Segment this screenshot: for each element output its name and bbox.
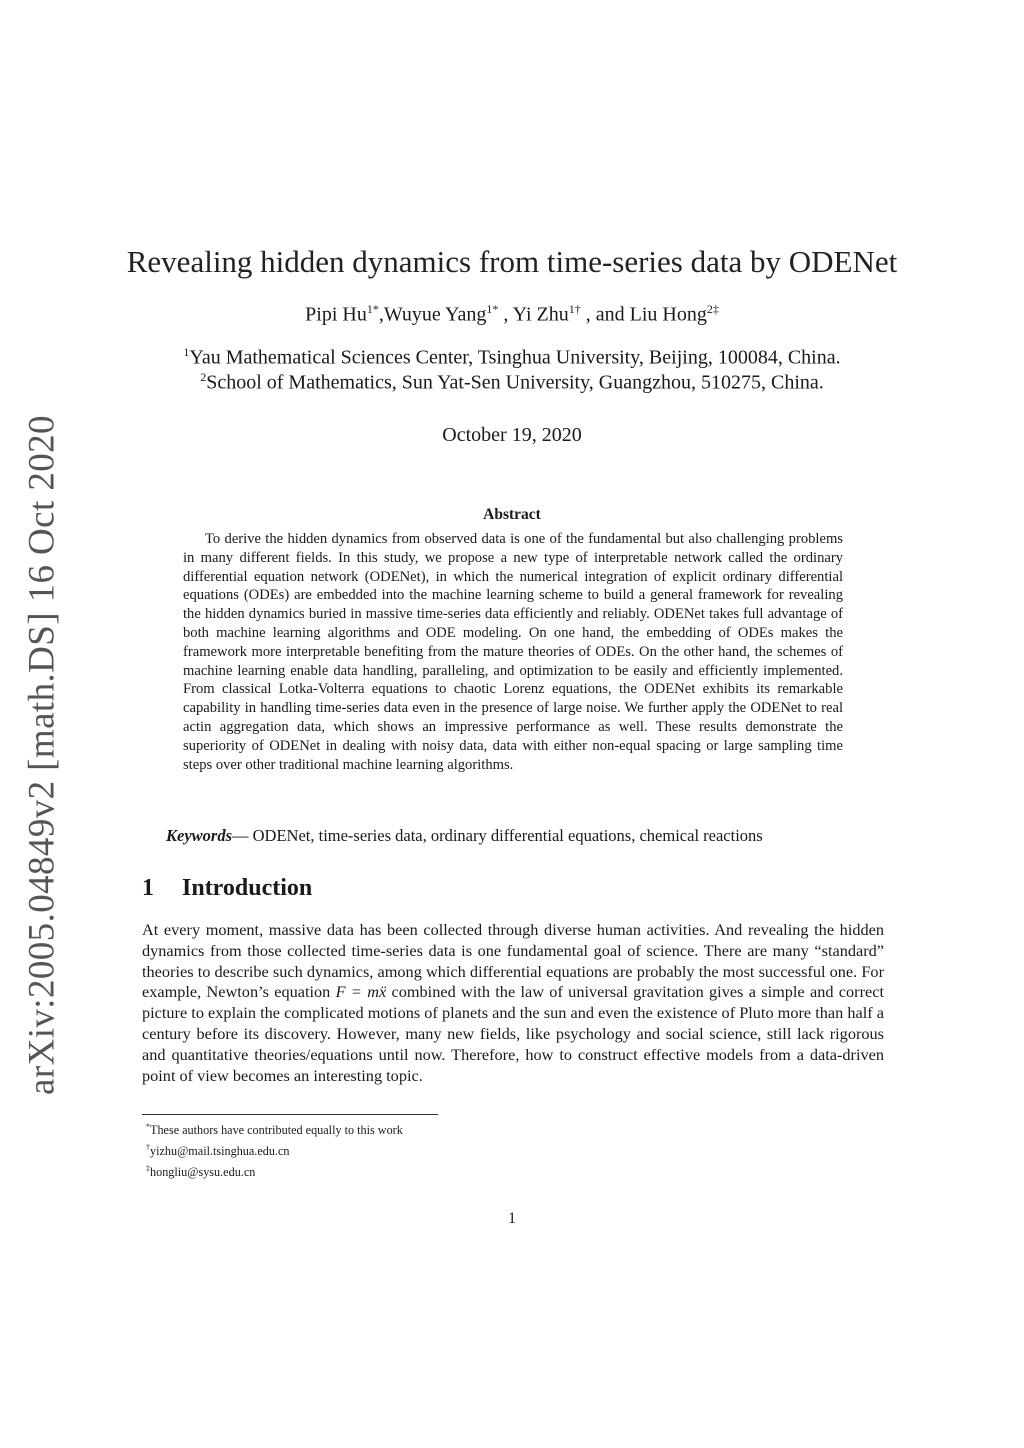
author-mark: 1*	[486, 302, 499, 316]
abstract-body: To derive the hidden dynamics from observed data is one of the fundamental but also challenging problems in many different fields. In this study, we propose a new type of interpretable network called the ordinary differential equation network (ODENet), in which the numerical integration of explicit ordinary differential equations (ODEs) are embedded into the machine learning scheme to build a general framework for revealing the hidden dynamics buried in massive time-series data efficiently and reliably. ODENet takes full advantage of both machine learning algorithms and ODE modeling. On one hand, the embedding of ODEs makes the framework more interpretable benefiting from the mature theories of ODEs. On the other hand, the schemes of machine learning enable data handling, paralleling, and optimization to be easily and efficiently implemented. From classical Lotka-Volterra equations to chaotic Lorenz equations, the ODENet exhibits its remarkable capability in handling time-series data even in the presence of large noise. We further apply the ODENet to real actin aggregation data, which shows an impressive performance as well. These results demonstrate the superiority of ODENet in dealing with noisy data, data with either non-equal spacing or large sampling time steps over other traditional machine learning algorithms.	[183, 531, 843, 773]
footnote-divider	[142, 1114, 438, 1115]
arxiv-stamp-region	[12, 415, 72, 1095]
footnote-mark: ‡	[146, 1164, 150, 1174]
abstract-heading: Abstract	[483, 506, 541, 523]
footnote	[142, 1118, 842, 1139]
intro-text-part2: combined with the law of universal gravitation gives a simple and correct picture to explain the complicated motions of planets and the sun and even the existence of Pluto more than half a century before its discovery. However, many new fields, like psychology and social science, still lack rigorous and quantitative theories/equations until now. Therefore, how to construct effective models from a data-driven point of view becomes an interesting topic.	[142, 982, 884, 1085]
keywords-text: ODENet, time-series data, ordinary differential equations, chemical reactions	[248, 826, 763, 845]
keywords-line	[166, 826, 866, 846]
footnote-text: These authors have contributed equally to this work	[150, 1123, 403, 1138]
affiliation-mark: 2	[200, 370, 207, 384]
intro-text-part1: At every moment, massive data has been collected through diverse human activities. And revealing the hidden dynamics from those collected time-series data is one fundamental goal of science. There are many “standard” theories to describe such dynamics, among which differential equations are probably the most successful one. For example, Newton’s equation	[142, 920, 884, 1002]
footnote	[142, 1139, 842, 1160]
page-number: 1	[508, 1210, 516, 1227]
section-title: Introduction	[182, 875, 313, 901]
footnote-mark: *	[146, 1122, 150, 1131]
author-mark: 1†	[568, 302, 581, 316]
author-name: Wuyue Yang	[383, 303, 487, 326]
author-name: Yi Zhu	[512, 303, 569, 326]
arxiv-side-stamp: arXiv:2005.04849v2 [math.DS] 16 Oct 2020	[21, 415, 63, 1095]
paper-title: Revealing hidden dynamics from time-series data by ODENet	[126, 244, 898, 279]
author-name: Liu Hong	[629, 303, 707, 326]
footnote-mark: †	[146, 1143, 150, 1153]
author-mark: 1*	[366, 302, 379, 316]
author-list	[0, 302, 1024, 327]
author-separator: , and	[580, 303, 630, 326]
footnote	[142, 1160, 842, 1181]
section-number: 1	[142, 875, 154, 901]
keywords-label: Keywords	[166, 826, 232, 845]
newton-equation: F = mẍ	[335, 982, 387, 1002]
affiliation-text: School of Mathematics, Sun Yat-Sen University, Guangzhou, 510275, China.	[206, 371, 824, 394]
intro-paragraph	[142, 920, 884, 1086]
paper-date: October 19, 2020	[442, 424, 582, 446]
author-mark: 2‡	[706, 302, 719, 316]
author-separator: ,	[498, 303, 513, 326]
affiliation-mark: 1	[183, 345, 190, 359]
affiliation	[0, 345, 1024, 370]
author-separator: ,	[378, 303, 384, 326]
affiliation-text: Yau Mathematical Sciences Center, Tsinghua University, Beijing, 100084, China.	[189, 346, 841, 369]
affiliation	[0, 370, 1024, 395]
footnote-email[interactable]: hongliu@sysu.edu.cn	[150, 1165, 256, 1180]
footnote-email[interactable]: yizhu@mail.tsinghua.edu.cn	[150, 1144, 290, 1159]
author-name: Pipi Hu	[305, 303, 367, 326]
section-heading	[142, 875, 312, 902]
keywords-dash: —	[232, 826, 249, 845]
footnotes	[142, 1118, 842, 1181]
